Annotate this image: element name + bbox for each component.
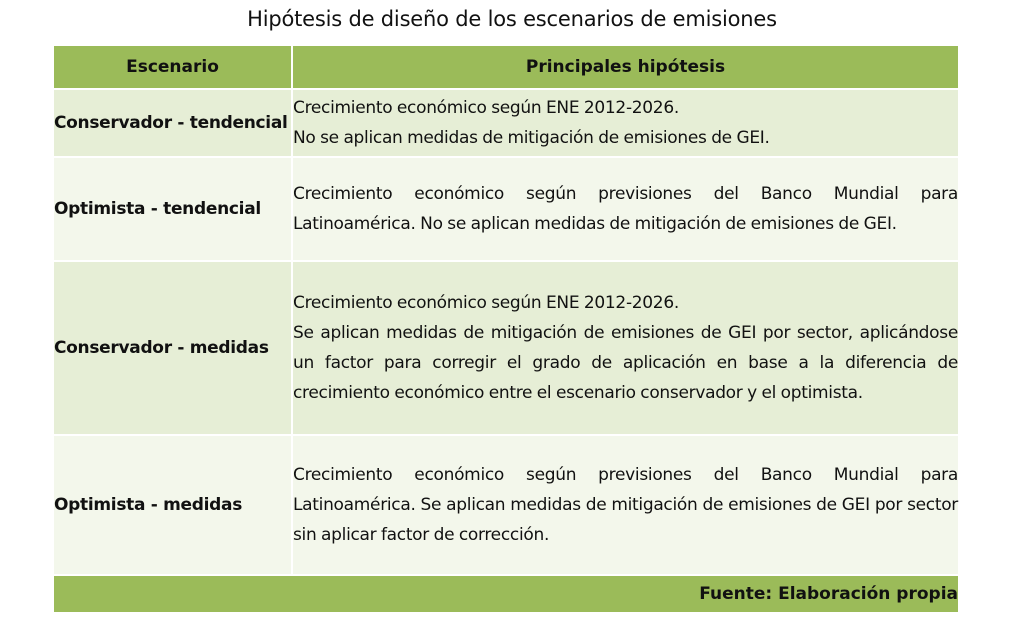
column-header-scenario: Escenario <box>53 45 292 89</box>
hypotheses-cell <box>292 435 959 575</box>
hypothesis-line: Crecimiento económico según ENE 2012-2026. <box>293 98 679 118</box>
hypothesis-line: Crecimiento económico según previsiones del Banco Mundial para Latinoamérica. Se aplican medidas de mitigación de emisiones de GEI por sector sin aplicar factor de corrección. <box>293 465 958 545</box>
hypothesis-line: Crecimiento económico según previsiones del Banco Mundial para Latinoamérica. No se aplican medidas de mitigación de emisiones de GEI. <box>293 184 958 234</box>
hypothesis-line: Crecimiento económico según ENE 2012-2026. <box>293 293 679 313</box>
scenario-name: Conservador - tendencial <box>53 89 292 157</box>
scenario-name: Optimista - tendencial <box>53 157 292 261</box>
column-header-hypotheses: Principales hipótesis <box>292 45 959 89</box>
table-row <box>53 261 959 435</box>
hypotheses-cell <box>292 261 959 435</box>
hypothesis-line: Se aplican medidas de mitigación de emisiones de GEI por sector, aplicándose un factor para corregir el grado de aplicación en base a la diferencia de crecimiento económico entre el escenario conservador y el optimista. <box>293 323 958 403</box>
table-footer-row <box>53 575 959 613</box>
scenario-name: Optimista - medidas <box>53 435 292 575</box>
table-row <box>53 89 959 157</box>
hypotheses-cell <box>292 157 959 261</box>
table-row <box>53 435 959 575</box>
scenario-name: Conservador - medidas <box>53 261 292 435</box>
scenarios-table <box>52 44 960 614</box>
page-title: Hipótesis de diseño de los escenarios de emisiones <box>247 7 777 31</box>
source-note: Fuente: Elaboración propia <box>53 575 959 613</box>
table-header-row <box>53 45 959 89</box>
table-row <box>53 157 959 261</box>
hypotheses-cell <box>292 89 959 157</box>
hypothesis-line: No se aplican medidas de mitigación de emisiones de GEI. <box>293 128 770 148</box>
